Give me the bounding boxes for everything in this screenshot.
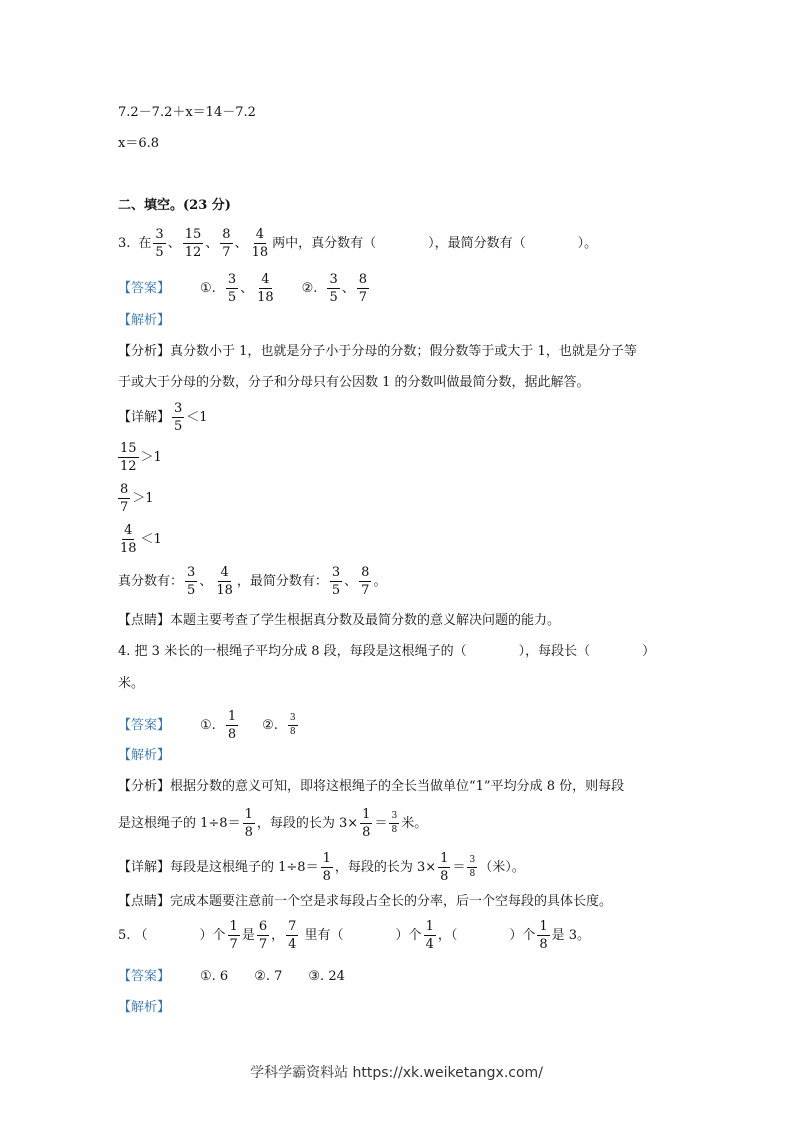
fraction-4-18: $\frac{4}{18}$: [251, 227, 269, 260]
footer-watermark: 学科学霸资料站 https://xk.weiketangx.com/: [250, 1065, 543, 1081]
q3-comment: 【点睛】本题主要考查了学生根据真分数及最简分数的意义解决问题的能力。: [118, 613, 561, 628]
q3-detail-4: $\frac{4}{18}$ ＜1: [120, 523, 162, 556]
question-3: 3. 在 $\frac{3}{5}$ 、 $\frac{15}{12}$ 、 $\frac{8}{7}$ 、 $\frac{4}{18}$ 两中，真分数有（ ），最简分数有（ ）。: [118, 227, 598, 260]
q4-answer: 【答案】 ①. $\frac{1}{8}$ ②. $\frac{3}{8}$: [118, 709, 296, 742]
q3-jiexi: 【解析】: [118, 313, 171, 328]
q3-analysis-1: 【分析】真分数小于 1，也就是分子小于分母的分数；假分数等于或大于 1，也就是分子等: [118, 344, 637, 359]
section-heading: 二、填空。(23 分): [118, 198, 231, 213]
fraction-8-7: $\frac{8}{7}$: [222, 227, 231, 260]
q4-detail: 【详解】每段是这根绳子的 1÷8＝ $\frac{1}{8}$ ，每段的长为 3× $\frac{1}{8}$ ＝ $\frac{3}{8}$ （米）。: [118, 851, 525, 884]
q4-jiexi: 【解析】: [118, 748, 171, 763]
q3-detail-2: $\frac{15}{12}$ ＞1: [120, 441, 162, 474]
q4-analysis-1: 【分析】根据分数的意义可知，即将这根绳子的全长当做单位“1”平均分成 8 份，则每段: [118, 779, 625, 794]
equation-line-2: x＝6.8: [118, 136, 160, 151]
q3-answer: 【答案】 ①. $\frac{3}{5}$ 、 $\frac{4}{18}$ ②. $\frac{3}{5}$ 、 $\frac{8}{7}$: [118, 272, 368, 305]
q5-answer: 【答案】 ①. 6 ②. 7 ③. 24: [118, 969, 345, 984]
question-4-line-2: 米。: [118, 676, 145, 691]
q4-analysis-2: 是这根绳子的 1÷8＝ $\frac{1}{8}$ ，每段的长为 3× $\frac{1}{8}$ ＝ $\frac{3}{8}$ 米。: [118, 807, 428, 840]
q3-analysis-2: 于或大于分母的分数，分子和分母只有公因数 1 的分数叫做最简分数，据此解答。: [118, 375, 590, 390]
q3-summary: 真分数有： $\frac{3}{5}$ 、 $\frac{4}{18}$ ，最简分数有： $\frac{3}{5}$ 、 $\frac{8}{7}$ 。: [118, 565, 387, 598]
q4-comment: 【点睛】完成本题要注意前一个空是求每段占全长的分率，后一个空每段的具体长度。: [118, 894, 613, 909]
q3-detail-3: $\frac{8}{7}$ ＞1: [120, 482, 154, 515]
equation-line-1: 7.2－7.2＋x＝14－7.2: [118, 105, 256, 120]
question-5: 5. （ ）个 $\frac{1}{7}$ 是 $\frac{6}{7}$ ， $\frac{7}{4}$ 里有（ ）个 $\frac{1}{4}$ ，（ ）个 $\frac{1}{8}$ 是 3。: [118, 919, 591, 952]
question-4-line-1: 4. 把 3 米长的一根绳子平均分成 8 段，每段是这根绳子的（ ），每段长（ ）: [118, 644, 656, 659]
fraction-15-12: $\frac{15}{12}$: [184, 227, 202, 260]
q5-jiexi: 【解析】: [118, 1000, 171, 1015]
q3-detail-1: 【详解】 $\frac{3}{5}$ ＜1: [118, 401, 208, 434]
fraction-3-5: $\frac{3}{5}$: [155, 227, 164, 260]
